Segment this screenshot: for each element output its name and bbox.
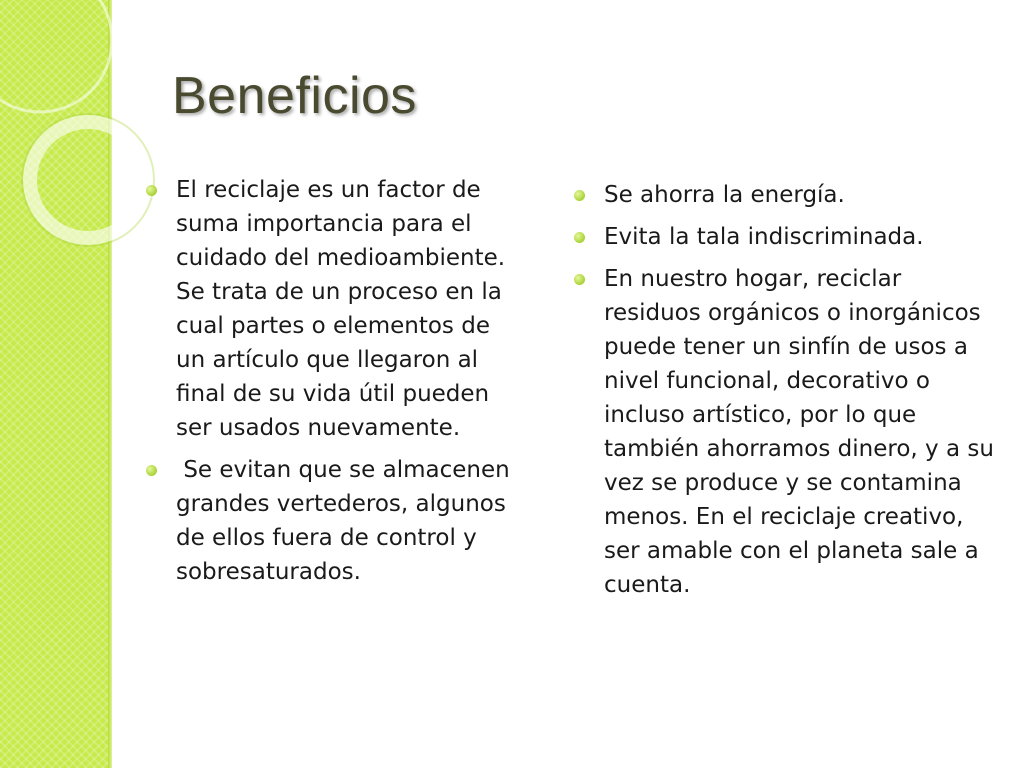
list-item-text: Se ahorra la energía. [604,182,845,208]
bullet-icon [146,185,157,196]
left-bullet-list [142,173,522,597]
list-item-text: El reciclaje es un factor de suma importancia para el cuidado del medioambiente. Se trata de un proceso en la cual partes o elementos de un artículo que llegaron al final de su vida útil pueden ser usados nuevamente. [176,177,506,441]
right-bullet-list [570,178,1000,610]
list-item [570,178,1000,212]
list-item [570,220,1000,254]
list-item [570,262,1000,602]
list-item [142,173,522,445]
list-item [142,453,522,589]
slide-title: Beneficios [172,67,417,125]
bullet-icon [146,465,157,476]
bullet-icon [574,190,585,201]
bullet-icon [574,274,585,285]
list-item-text: En nuestro hogar, reciclar residuos orgánicos o inorgánicos puede tener un sinfín de usos a nivel funcional, decorativo o incluso artístico, por lo que también ahorramos dinero, y a su vez se produce y se contamina menos. En el reciclaje creativo, ser amable con el planeta sale a cuenta. [604,266,994,598]
list-item-text: Se evitan que se almacenen grandes vertederos, algunos de ellos fuera de control y sobresaturados. [176,457,518,585]
list-item-text: Evita la tala indiscriminada. [604,224,924,250]
bullet-icon [574,232,585,243]
